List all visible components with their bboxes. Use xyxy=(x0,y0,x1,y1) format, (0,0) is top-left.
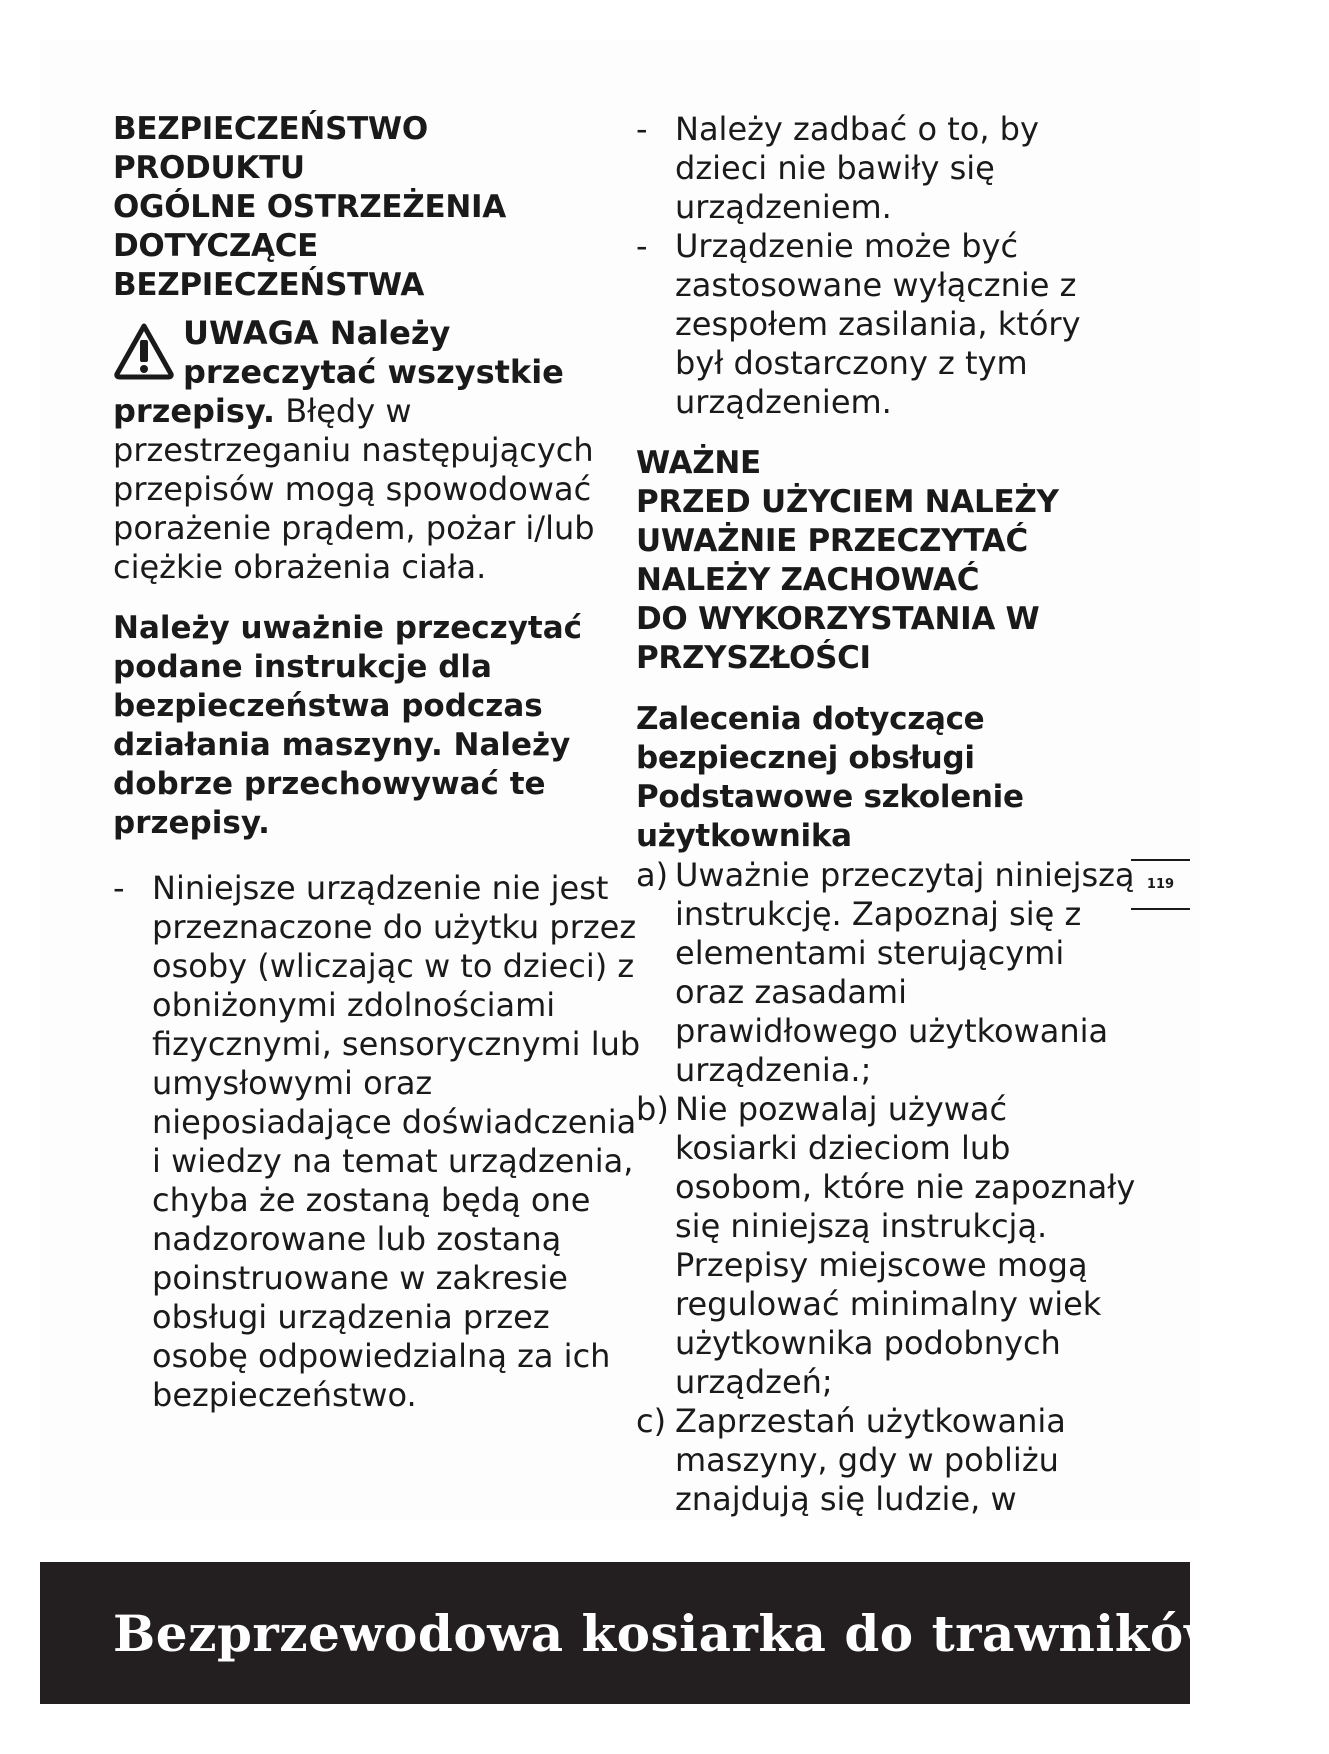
warning-lead: przepisy. xyxy=(113,392,276,430)
heading-line: BEZPIECZEŃSTWA xyxy=(113,267,425,303)
list-item xyxy=(636,110,1136,227)
list-item xyxy=(636,856,1136,1090)
list-item-text: Niniejsze urządzenie nie jest przeznaczone do użytku przez osoby (wliczając w to dzieci) z obniżonymi zdolnościami fizycznymi, sensorycznymi lub umysłowymi oraz nieposiadające doświadczenia i wiedzy na temat urządzenia, chyba że zostaną będą one nadzorowane lub zostaną poinstruowane w zakresie obsługi urządzenia przez osobę odpowiedzialną za ich bezpieczeństwo. xyxy=(152,869,641,1414)
read-instructions-paragraph: Należy uważnie przeczytać podane instrukcje dla bezpieczeństwa podczas działania maszyny. Należy dobrze przechowywać te przepisy. xyxy=(113,610,583,841)
safe-operation-heading xyxy=(636,700,1136,856)
heading-line: DOTYCZĄCE xyxy=(113,228,319,264)
heading-line: NALEŻY ZACHOWAĆ xyxy=(636,562,980,598)
language-code: PL xyxy=(1255,1603,1329,1663)
alpha-marker: b) xyxy=(636,1090,669,1128)
heading-line: bezpiecznej obsługi xyxy=(636,740,975,776)
heading-line: Zalecenia dotyczące xyxy=(636,701,985,737)
warning-head-line-1: UWAGA Należy xyxy=(183,314,451,352)
left-dash-list xyxy=(113,869,643,1415)
product-safety-heading xyxy=(113,110,643,305)
heading-line: BEZPIECZEŃSTWO xyxy=(113,111,428,147)
alpha-list xyxy=(636,856,1136,1519)
list-item xyxy=(636,227,1136,422)
heading-line: PRZYSZŁOŚCI xyxy=(636,640,871,676)
list-item xyxy=(636,1402,1136,1519)
warning-head-line-2: przeczytać wszystkie xyxy=(183,353,564,391)
footer-title xyxy=(113,1604,1329,1663)
list-item-text: Urządzenie może być zastosowane wyłącznie z zespołem zasilania, który był dostarczony z tym urządzeniem. xyxy=(675,227,1081,421)
dash-marker: - xyxy=(636,110,648,148)
list-item xyxy=(636,1090,1136,1402)
heading-line: UWAŻNIE PRZECZYTAĆ xyxy=(636,523,1028,559)
heading-line: PRZED UŻYCIEM NALEŻY xyxy=(636,484,1059,520)
heading-line: WAŻNE xyxy=(636,445,761,481)
list-item-text: Nie pozwalaj używać kosiarki dzieciom lub osobom, które nie zapoznały się niniejszą instrukcją. Przepisy miejscowe mogą regulować minimalny wiek użytkownika podobnych urządzeń; xyxy=(675,1090,1136,1401)
list-item xyxy=(113,869,643,1415)
warning-body: Błędy w przestrzeganiu następujących przepisów mogą spowodować porażenie prądem, pożar i/lub ciężkie obrażenia ciała. xyxy=(113,392,595,586)
footer-bar xyxy=(40,1562,1329,1704)
warning-triangle-icon xyxy=(113,322,175,380)
list-item-text: Zaprzestań użytkowania maszyny, gdy w pobliżu znajdują się ludzie, w xyxy=(675,1402,1066,1518)
page-number: 119 xyxy=(1131,859,1190,910)
alpha-marker: a) xyxy=(636,856,669,894)
warning-block xyxy=(113,314,643,587)
dash-marker: - xyxy=(113,869,125,907)
right-dash-list xyxy=(636,110,1136,422)
warning-text xyxy=(113,392,643,587)
product-name: Bezprzewodowa kosiarka do trawników xyxy=(113,1603,1228,1663)
important-heading xyxy=(636,444,1136,678)
heading-line: Podstawowe szkolenie xyxy=(636,779,1024,815)
list-item-text: Uważnie przeczytaj niniejszą instrukcję. Zapoznaj się z elementami sterującymi oraz zasadami prawidłowego użytkowania urządzenia.; xyxy=(675,856,1135,1089)
right-column xyxy=(636,110,1136,1519)
dash-marker: - xyxy=(636,227,648,265)
heading-line: użytkownika xyxy=(636,818,852,854)
left-column xyxy=(113,110,643,1415)
list-item-text: Należy zadbać o to, by dzieci nie bawiły się urządzeniem. xyxy=(675,110,1039,226)
heading-line: OGÓLNE OSTRZEŻENIA xyxy=(113,189,506,225)
heading-line: DO WYKORZYSTANIA W xyxy=(636,601,1040,637)
alpha-marker: c) xyxy=(636,1402,667,1440)
heading-line: PRODUKTU xyxy=(113,150,305,186)
